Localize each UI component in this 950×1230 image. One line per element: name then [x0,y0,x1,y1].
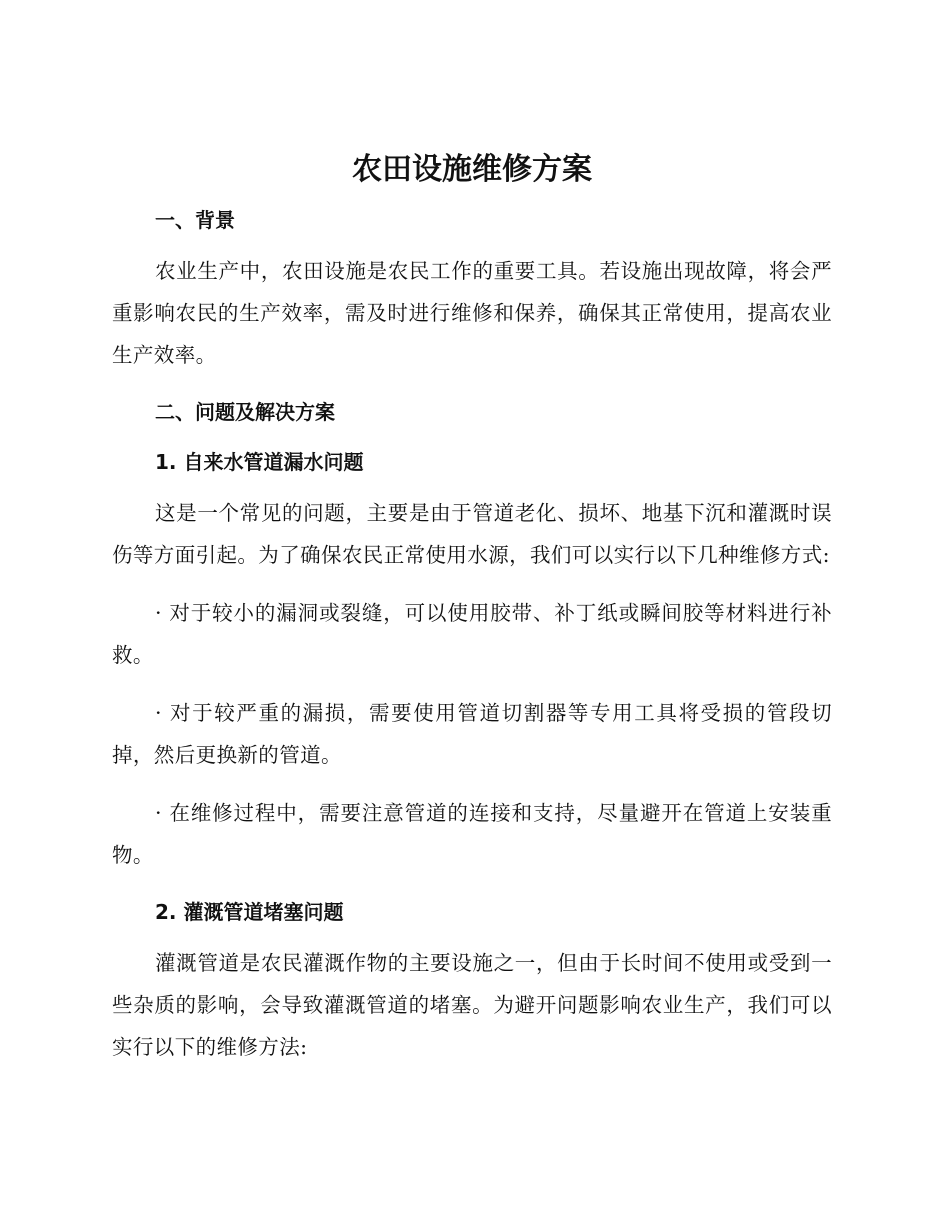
irrigation-intro: 灌溉管道是农民灌溉作物的主要设施之一，但由于长时间不使用或受到一些杂质的影响，会导致灌溉管道的堵塞。为避开问题影响农业生产，我们可以实行以下的维修方法: [112,951,832,1059]
document-body [112,148,832,1068]
water-pipe-bullet-3: · 在维修过程中，需要注意管道的连接和支持，尽量避开在管道上安装重物。 [112,801,832,867]
water-pipe-bullet-1: · 对于较小的漏洞或裂缝，可以使用胶带、补丁纸或瞬间胶等材料进行补救。 [112,601,832,667]
background-paragraph: 农业生产中，农田设施是农民工作的重要工具。若设施出现故障，将会严重影响农民的生产效率，需及时进行维修和保养，确保其正常使用，提高农业生产效率。 [112,259,832,367]
subheading-water-pipe-leak: 1. 自来水管道漏水问题 [155,450,364,474]
water-pipe-intro: 这是一个常见的问题，主要是由于管道老化、损坏、地基下沉和灌溉时误伤等方面引起。为了确保农民正常使用水源，我们可以实行以下几种维修方式: [112,501,832,567]
section-heading-problems: 二、问题及解决方案 [155,400,335,424]
subheading-irrigation-blockage: 2. 灌溉管道堵塞问题 [155,900,344,924]
section-heading-background: 一、背景 [155,208,235,232]
water-pipe-bullet-2: · 对于较严重的漏损，需要使用管道切割器等专用工具将受损的管段切掉，然后更换新的管道。 [112,701,832,767]
document-title: 农田设施维修方案 [352,152,592,187]
